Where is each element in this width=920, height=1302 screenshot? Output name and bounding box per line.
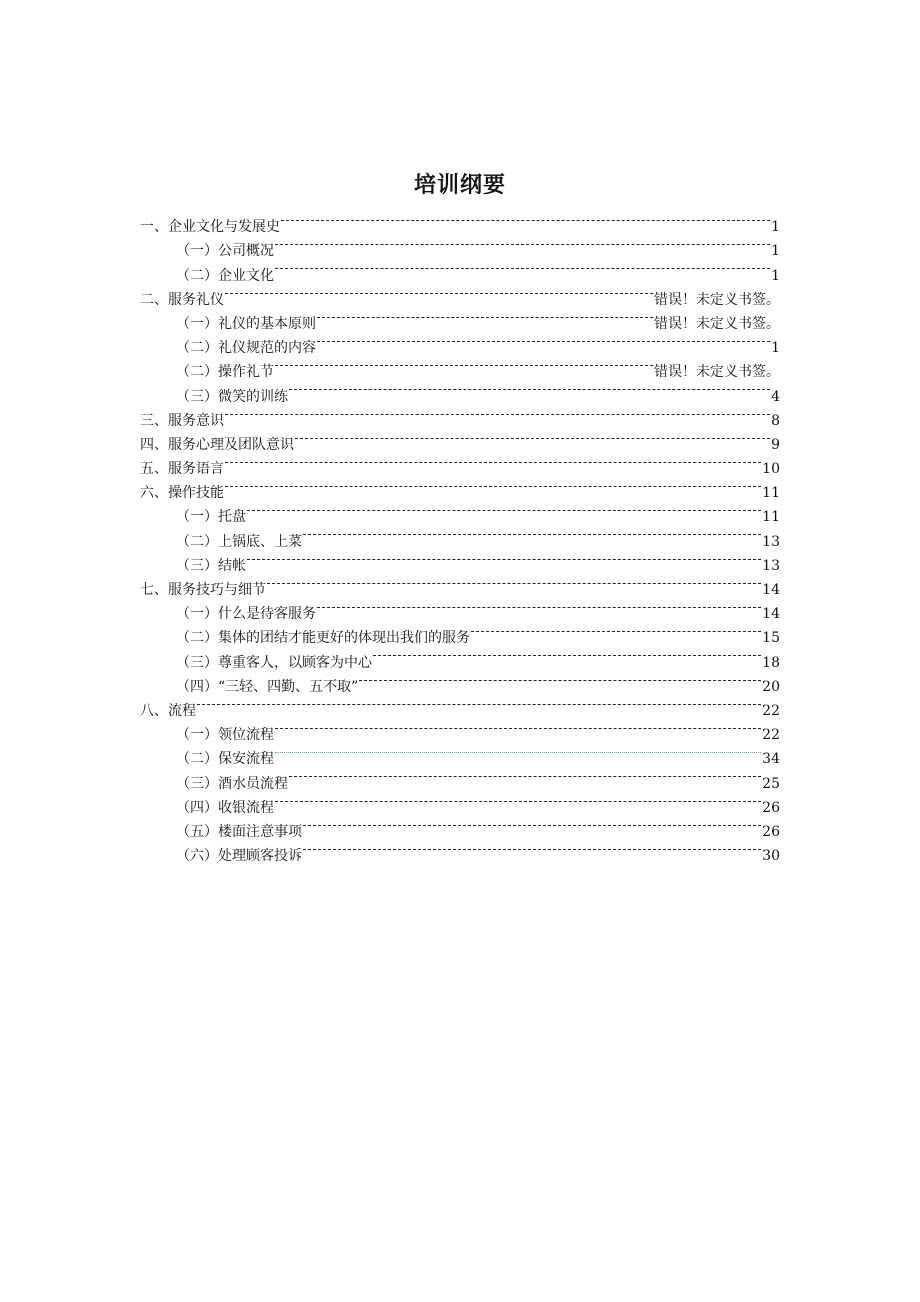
toc-page-number: 错误！未定义书签。	[654, 315, 780, 332]
toc-leader-line	[225, 449, 761, 473]
toc-leader-line	[289, 376, 770, 400]
toc-entry-label: （二）保安流程	[176, 751, 274, 768]
toc-entry[interactable]	[140, 207, 780, 236]
toc-leader-line	[303, 812, 761, 836]
toc-entry-label: 三、服务意识	[140, 412, 224, 429]
toc-page-number: 26	[762, 823, 780, 840]
toc-leader-line	[303, 836, 761, 860]
toc-entry-label: （二）礼仪规范的内容	[176, 340, 316, 357]
toc-entry-label: 七、服务技巧与细节	[140, 582, 266, 598]
toc-leader-line	[317, 328, 770, 352]
toc-leader-line	[373, 642, 761, 666]
toc-entry-label: （五）楼面注意事项	[176, 823, 302, 840]
toc-leader-line	[281, 207, 770, 231]
toc-entry-label: （六）处理顾客投诉	[176, 848, 302, 865]
toc-entry-label: 八、流程	[140, 702, 196, 719]
toc-entry[interactable]	[140, 497, 780, 526]
toc-leader-line	[471, 618, 761, 642]
toc-entry-label: （一）什么是待客服务	[176, 606, 316, 623]
toc-entry-label: （二）企业文化	[176, 267, 274, 284]
toc-leader-line	[275, 255, 770, 279]
toc-entry[interactable]	[140, 449, 780, 478]
toc-page-number: 13	[762, 533, 780, 550]
toc-leader-line	[359, 667, 761, 691]
toc-entry[interactable]	[140, 280, 780, 308]
toc-leader-line	[247, 546, 761, 570]
toc-page-number: 13	[762, 557, 780, 574]
toc-leader-line	[267, 570, 761, 594]
toc-page-number: 22	[762, 727, 780, 744]
toc-page-number: 错误！未定义书签。	[654, 291, 780, 308]
toc-page-number: 4	[771, 388, 780, 405]
toc-leader-line	[225, 280, 653, 304]
toc-entry-label: 四、服务心理及团队意识	[140, 436, 294, 453]
toc-page-number: 14	[762, 582, 780, 598]
toc-entry-label: （四）收银流程	[176, 799, 274, 816]
toc-entry-label: （一）领位流程	[176, 727, 274, 744]
toc-leader-line	[289, 763, 761, 787]
toc-page-number: 11	[762, 509, 780, 526]
toc-entry[interactable]	[140, 715, 780, 744]
toc-page-number: 11	[762, 485, 780, 502]
toc-entry-label: （三）结帐	[176, 557, 246, 574]
toc-page-number: 34	[762, 751, 780, 768]
page-title: 培训纲要	[413, 173, 506, 198]
toc-entry-label: 六、操作技能	[140, 485, 224, 502]
table-of-contents	[140, 207, 780, 865]
toc-entry[interactable]	[140, 473, 780, 502]
toc-leader-line	[295, 425, 770, 449]
toc-entry-label: （一）礼仪的基本原则	[176, 315, 316, 332]
toc-page-number: 25	[762, 775, 780, 792]
toc-entry[interactable]	[140, 691, 780, 719]
toc-page-number: 8	[771, 412, 780, 429]
toc-entry-label: （三）尊重客人，以顾客为中心	[176, 654, 372, 671]
toc-entry[interactable]	[140, 425, 780, 453]
toc-leader-line	[275, 739, 761, 763]
toc-page-number: 14	[762, 606, 780, 623]
toc-leader-line	[197, 691, 761, 715]
toc-page-number: 10	[762, 461, 780, 478]
toc-entry-label: （三）微笑的训练	[176, 388, 288, 405]
toc-entry-label: （二）集体的团结才能更好的体现出我们的服务	[176, 630, 470, 647]
toc-page-number: 20	[762, 678, 780, 695]
toc-leader-line	[275, 788, 761, 812]
toc-page-number: 1	[771, 243, 780, 260]
toc-page-number: 30	[762, 848, 780, 865]
toc-entry-label: （三）酒水员流程	[176, 775, 288, 792]
toc-page-number: 22	[762, 702, 780, 719]
toc-entry-label: （二）操作礼节	[176, 364, 274, 381]
toc-page-number: 错误！未定义书签。	[654, 364, 780, 381]
toc-leader-line	[275, 352, 653, 376]
toc-leader-line	[303, 521, 761, 545]
toc-entry[interactable]	[140, 401, 780, 429]
toc-page-number: 1	[771, 219, 780, 236]
toc-page-number: 1	[771, 340, 780, 357]
toc-entry-label: 二、服务礼仪	[140, 291, 224, 308]
toc-page-number: 26	[762, 799, 780, 816]
toc-leader-line	[317, 594, 761, 618]
toc-leader-line	[225, 401, 770, 425]
toc-entry-label: （一）公司概况	[176, 243, 274, 260]
toc-leader-line	[275, 231, 770, 255]
toc-page-number: 1	[771, 267, 780, 284]
toc-page-number: 15	[762, 630, 780, 647]
toc-page-number: 9	[771, 436, 780, 453]
toc-entry-label: （二）上锅底、上菜	[176, 533, 302, 550]
toc-leader-line	[247, 497, 761, 521]
toc-entry-label: 五、服务语言	[140, 461, 224, 478]
toc-entry-label: 一、企业文化与发展史	[140, 219, 280, 236]
toc-leader-line	[317, 304, 653, 328]
toc-page-number: 18	[762, 654, 780, 671]
toc-entry-label: （一）托盘	[176, 509, 246, 526]
toc-entry-label: （四）“三轻、四勤、五不取”	[176, 678, 359, 695]
toc-leader-line	[275, 715, 761, 739]
toc-leader-line	[225, 473, 761, 497]
